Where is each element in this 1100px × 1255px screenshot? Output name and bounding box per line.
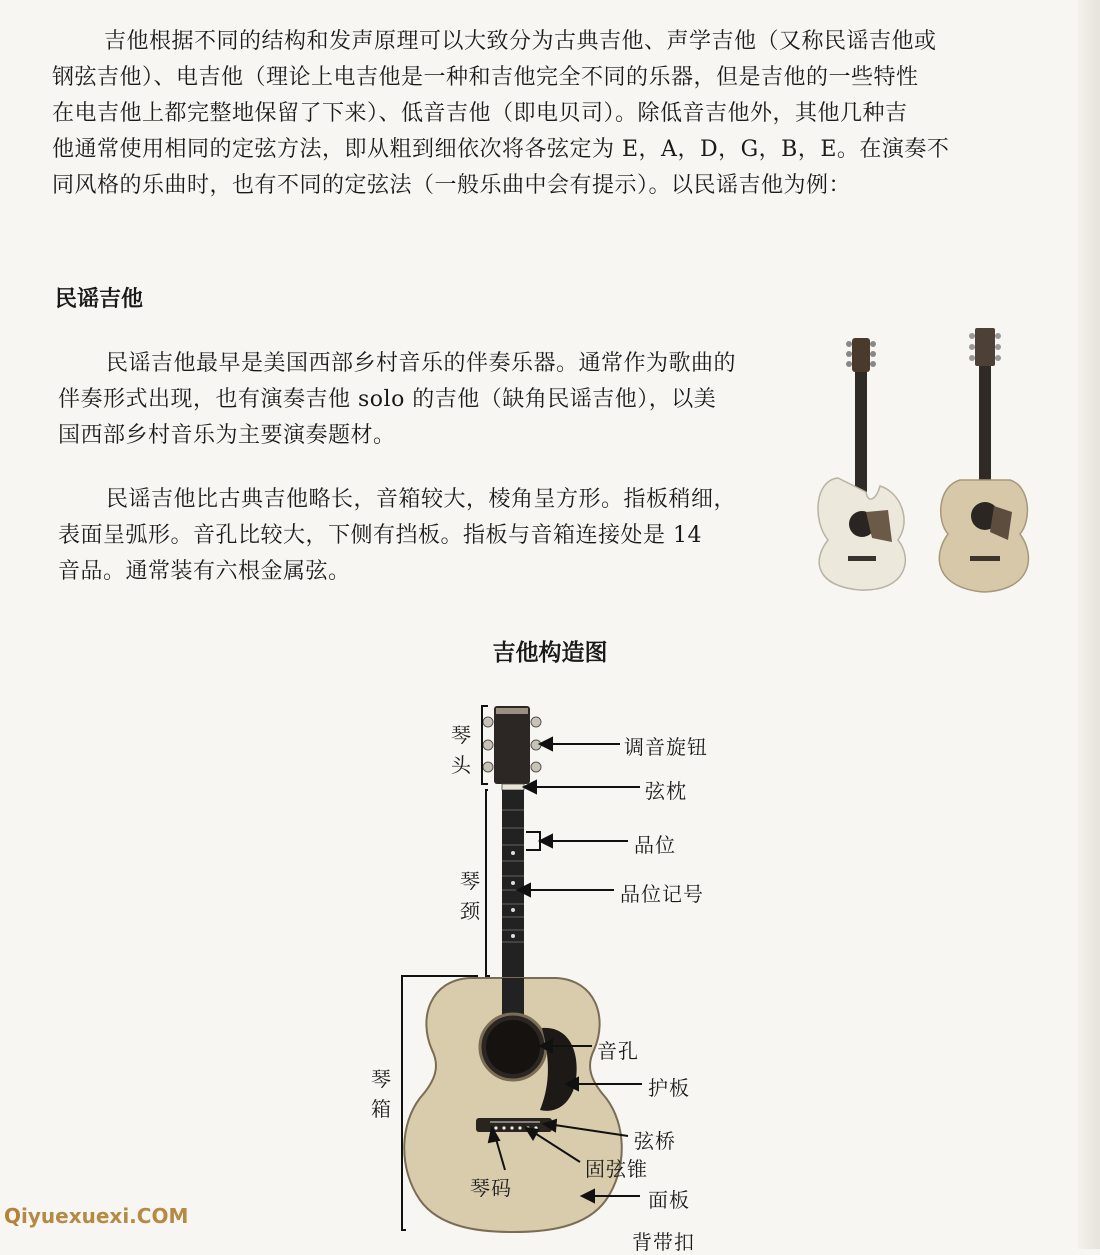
body-label-char: 箱 <box>371 1097 391 1121</box>
para1-line: 伴奏形式出现，也有演奏吉他 solo 的吉他（缺角民谣吉他），以美 <box>58 387 717 412</box>
section-heading: 民谣吉他 <box>55 287 144 312</box>
neck-bracket <box>486 790 490 976</box>
neck-label-char: 琴 <box>460 869 480 893</box>
body-label-char: 琴 <box>371 1067 391 1091</box>
intro-line: 吉他根据不同的结构和发声原理可以大致分为古典吉他、声学吉他（又称民谣吉他或 <box>104 29 937 54</box>
para1-line: 民谣吉他最早是美国西部乡村音乐的伴奏乐器。通常作为歌曲的 <box>106 351 737 376</box>
bridge-pins-label: 固弦锥 <box>585 1157 648 1181</box>
head-label-char: 琴 <box>451 723 471 747</box>
para2-line: 民谣吉他比古典吉他略长，音箱较大，棱角呈方形。指板稍细， <box>106 487 737 512</box>
para2-line: 音品。通常装有六根金属弦。 <box>58 559 351 584</box>
head-label-char: 头 <box>451 753 471 777</box>
guitar-head <box>483 706 541 784</box>
site-watermark <box>4 1204 188 1228</box>
para1-line: 国西部乡村音乐为主要演奏题材。 <box>58 423 396 448</box>
top-label: 面板 <box>648 1188 690 1212</box>
tuning-pegs-label: 调音旋钮 <box>624 735 708 759</box>
body-label <box>369 1064 393 1124</box>
neck-label <box>458 866 482 926</box>
intro-line: 同风格的乐曲时，也有不同的定弦法（一般乐曲中会有提示）。以民谣吉他为例： <box>52 173 852 198</box>
saddle-label: 弦桥 <box>634 1129 676 1153</box>
nut-label: 弦枕 <box>645 779 687 803</box>
intro-line: 他通常使用相同的定弦方法，即从粗到细依次将各弦定为 E，A，D，G，B，E。在演奏不 <box>52 137 950 162</box>
neck-label-char: 颈 <box>460 899 480 923</box>
pickguard-label: 护板 <box>648 1076 690 1100</box>
soundhole-label: 音孔 <box>597 1039 639 1063</box>
fret-label: 品位 <box>634 833 676 857</box>
intro-line: 钢弦吉他）、电吉他（理论上电吉他是一种和吉他完全不同的乐器，但是吉他的一些特性 <box>52 65 919 90</box>
diagram-title: 吉他构造图 <box>492 640 608 666</box>
watermark-q: Q <box>4 1204 22 1228</box>
head-label <box>449 720 473 780</box>
para2-line: 表面呈弧形。音孔比较大，下侧有挡板。指板与音箱连接处是 14 <box>58 523 702 548</box>
page-edge-shadow <box>1078 0 1100 1249</box>
bridge-label: 琴码 <box>470 1176 512 1200</box>
watermark-text: iyuexuexi.COM <box>21 1204 189 1228</box>
intro-line: 在电吉他上都完整地保留了下来）、低音吉他（即电贝司）。除低音吉他外，其他几种吉 <box>52 101 908 126</box>
fret-marker-label: 品位记号 <box>620 882 704 906</box>
strap-button-label: 背带扣 <box>632 1230 695 1254</box>
